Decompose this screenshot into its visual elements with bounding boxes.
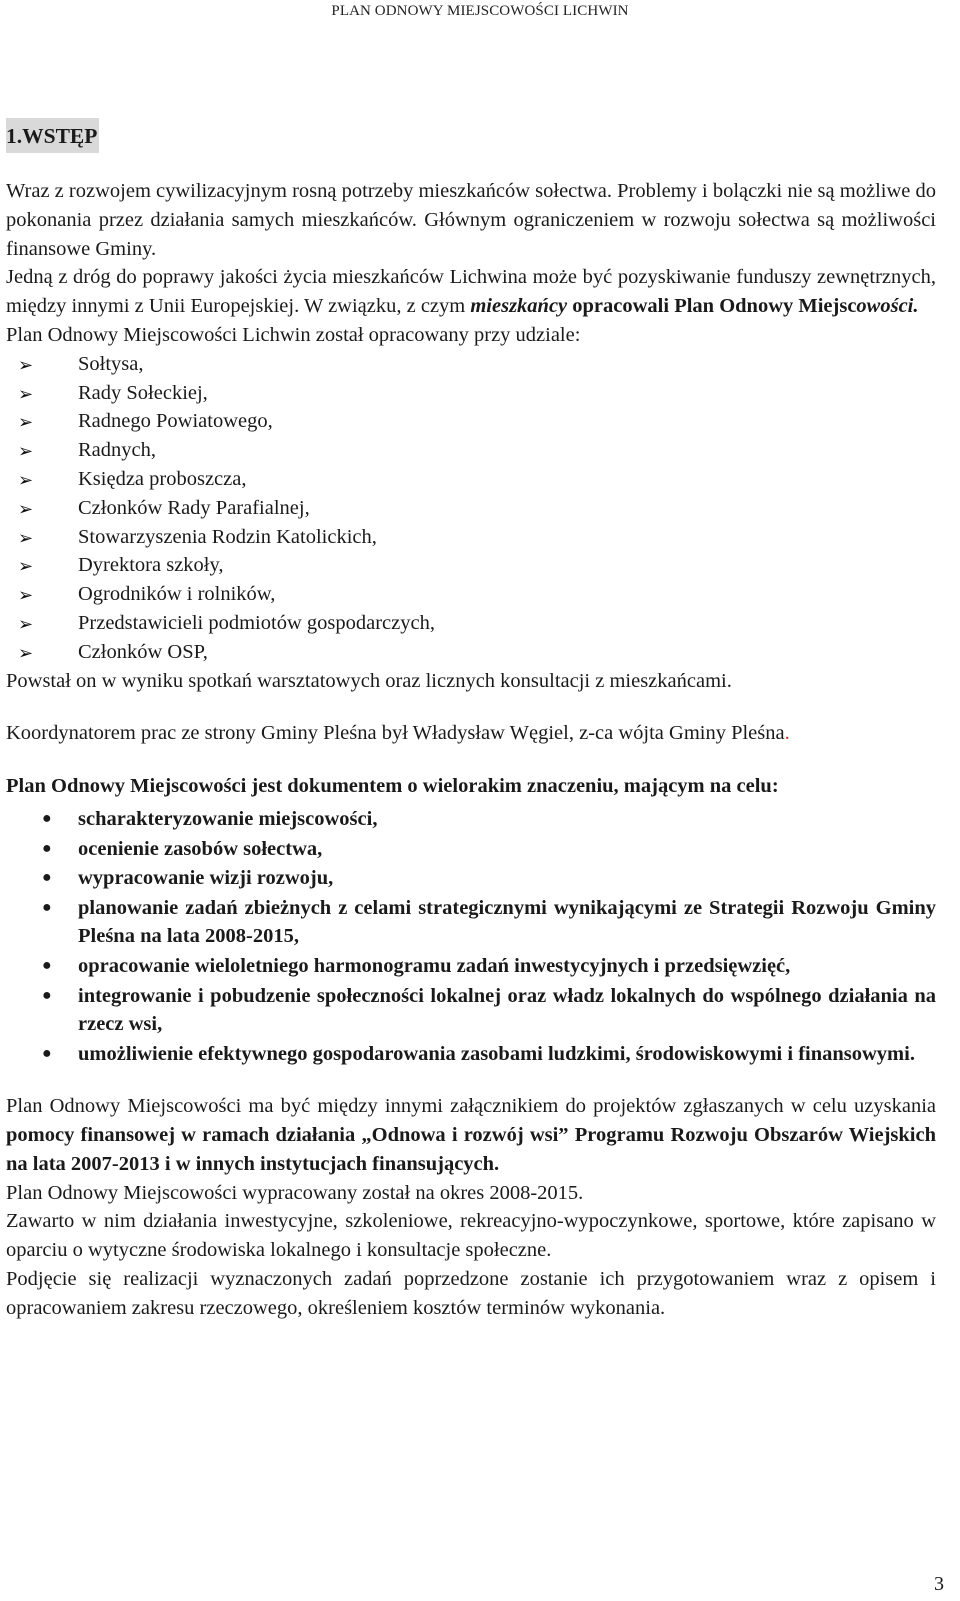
arrow-bullet-icon: ➢ xyxy=(18,383,34,404)
running-header: PLAN ODNOWY MIEJSCOWOŚCI LICHWIN xyxy=(331,3,629,19)
participant-item xyxy=(6,551,936,580)
arrow-bullet-icon: ➢ xyxy=(18,556,34,577)
arrow-bullet-icon: ➢ xyxy=(18,412,34,433)
participant-item xyxy=(6,638,936,667)
participant-label: Przedstawicieli podmiotów gospodarczych, xyxy=(78,611,435,634)
bullet-dot-icon: ● xyxy=(42,869,52,887)
attachment-text: Plan Odnowy Miejscowości ma być między innymi załącznikiem do projektów zgłaszanych w celu uzyskania xyxy=(6,1095,936,1118)
implementation-paragraph: Podjęcie się realizacji wyznaczonych zadań poprzedzone zostanie ich przygotowaniem wraz z opisem i opracowaniem zakresu rzeczowego, określeniem kosztów terminów wykonania. xyxy=(6,1268,936,1319)
section-heading: 1.WSTĘP xyxy=(6,118,99,153)
participant-label: Członków Rady Parafialnej, xyxy=(78,496,310,519)
participant-item xyxy=(6,609,936,638)
participant-label: Dyrektora szkoły, xyxy=(78,554,224,577)
arrow-bullet-icon: ➢ xyxy=(18,613,34,634)
participant-label: Stowarzyszenia Rodzin Katolickich, xyxy=(78,525,377,548)
coordinator-period: . xyxy=(784,722,790,745)
goal-item xyxy=(6,835,936,864)
goal-label: umożliwienie efektywnego gospodarowania zasobami ludzkimi, środowiskowymi i finansowymi. xyxy=(78,1042,915,1065)
emphasis-mieszkancy: mieszkańcy xyxy=(470,295,568,318)
bullet-dot-icon: ● xyxy=(42,898,52,916)
goal-label: planowanie zadań zbieżnych z celami strategicznymi wynikającymi ze Strategii Rozwoju Gminy Pleśna na lata 2008-2015, xyxy=(78,896,936,948)
participant-label: Ogrodników i rolników, xyxy=(78,583,276,606)
emphasis-plan: opracowali Plan Odnowy Miejsc xyxy=(567,295,857,318)
coordinator-text: Koordynatorem prac ze strony Gminy Pleśna był Władysław Węgiel, z-ca wójta Gminy Pleśna xyxy=(6,722,785,745)
page-number: 3 xyxy=(934,1573,944,1595)
goal-item xyxy=(6,1040,936,1069)
goal-item xyxy=(6,864,936,893)
participant-label: Księdza proboszcza, xyxy=(78,467,247,490)
participant-label: Radnego Powiatowego, xyxy=(78,410,273,433)
participant-item xyxy=(6,465,936,494)
arrow-bullet-icon: ➢ xyxy=(18,441,34,462)
arrow-bullet-icon: ➢ xyxy=(18,354,34,375)
participant-label: Radnych, xyxy=(78,439,156,462)
participant-item xyxy=(6,350,936,379)
arrow-bullet-icon: ➢ xyxy=(18,585,34,606)
goal-label: wypracowanie wizji rozwoju, xyxy=(78,867,334,890)
participant-item xyxy=(6,379,936,408)
emphasis-owosci: owości. xyxy=(856,295,919,318)
participant-item xyxy=(6,436,936,465)
contents-paragraph: Zawarto w nim działania inwestycyjne, szkoleniowe, rekreacyjno-wypoczynkowe, sportowe, które zapisano w oparciu o wytyczne środowiska lokalnego i konsultacje społeczne. xyxy=(6,1210,936,1262)
arrow-bullet-icon: ➢ xyxy=(18,498,34,519)
goal-label: ocenienie zasobów sołectwa, xyxy=(78,837,323,860)
goal-item xyxy=(6,952,936,981)
goal-item xyxy=(6,894,936,951)
participant-item xyxy=(6,580,936,609)
participant-label: Członków OSP, xyxy=(78,640,208,663)
arrow-bullet-icon: ➢ xyxy=(18,642,34,663)
bullet-dot-icon: ● xyxy=(42,809,52,827)
arrow-bullet-icon: ➢ xyxy=(18,469,34,490)
bullet-dot-icon: ● xyxy=(42,1044,52,1062)
arrow-bullet-icon: ➢ xyxy=(18,527,34,548)
intro-paragraph-3: Plan Odnowy Miejscowości Lichwin został opracowany przy udziale: xyxy=(6,323,581,346)
coordinator-paragraph xyxy=(6,719,936,748)
intro-text: Jedną z dróg do poprawy jakości życia mieszkańców Lichwina może być pozyskiwanie funduszy zewnętrznych, między innymi z Unii Europejskiej. W związku, z czym xyxy=(6,266,936,318)
participants-list xyxy=(6,350,936,667)
goal-label: opracowanie wieloletniego harmonogramu zadań inwestycyjnych i przedsięwzięć, xyxy=(78,954,791,977)
goal-item xyxy=(6,805,936,834)
goal-item xyxy=(6,982,936,1039)
goal-label: scharakteryzowanie miejscowości, xyxy=(78,807,378,830)
participant-item xyxy=(6,407,936,436)
bullet-dot-icon: ● xyxy=(42,839,52,857)
participant-label: Rady Sołeckiej, xyxy=(78,381,208,404)
attachment-emphasis: pomocy finansowej w ramach działania „Odnowa i rozwój wsi” Programu Rozwoju Obszarów Wiejskich na lata 2007-2013 i w innych instytucjach finansujących. xyxy=(6,1124,936,1175)
attachment-paragraph xyxy=(6,1092,936,1178)
intro-paragraph-1: Wraz z rozwojem cywilizacyjnym rosną potrzeby mieszkańców sołectwa. Problemy i bolączki nie są możliwe do pokonania przez działania samych mieszkańców. Głównym ograniczeniem w rozwoju sołectwa są możliwości finansowe Gminy. xyxy=(6,180,936,260)
goal-label: integrowanie i pobudzenie społeczności lokalnej oraz władz lokalnych do wspólnego działania na rzecz wsi, xyxy=(78,984,936,1036)
bullet-dot-icon: ● xyxy=(42,986,52,1004)
workshops-paragraph: Powstał on w wyniku spotkań warsztatowych oraz licznych konsultacji z mieszkańcami. xyxy=(6,669,732,692)
period-paragraph: Plan Odnowy Miejscowości wypracowany został na okres 2008-2015. xyxy=(6,1181,584,1204)
participant-label: Sołtysa, xyxy=(78,352,144,375)
bullet-dot-icon: ● xyxy=(42,956,52,974)
participant-item xyxy=(6,523,936,552)
participant-item xyxy=(6,494,936,523)
goals-intro: Plan Odnowy Miejscowości jest dokumentem o wielorakim znaczeniu, mającym na celu: xyxy=(6,775,779,798)
intro-paragraph-2 xyxy=(6,263,936,321)
goals-list xyxy=(6,805,936,1068)
document-body xyxy=(6,118,936,1323)
